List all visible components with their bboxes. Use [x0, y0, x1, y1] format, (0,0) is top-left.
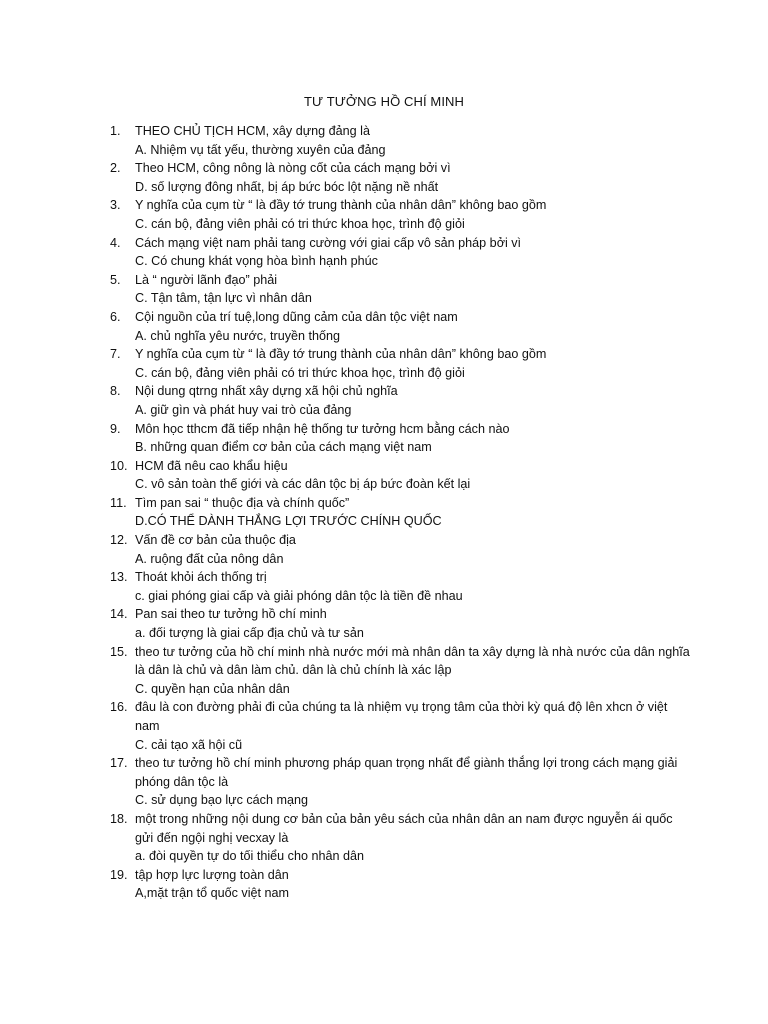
question-text: HCM đã nêu cao khẩu hiệu — [135, 458, 288, 473]
question-item — [110, 122, 690, 159]
question-item — [110, 159, 690, 196]
question-number: 18. — [110, 811, 128, 826]
question-text: Cách mạng việt nam phải tang cường với giai cấp vô sản pháp bởi vì — [135, 235, 522, 250]
question-item — [110, 196, 690, 233]
question-number: 1. — [110, 124, 121, 138]
answer-text: A,mặt trận tổ quốc việt nam — [135, 886, 289, 901]
answer-text: A. chủ nghĩa yêu nước, truyền thống — [135, 328, 341, 343]
question-text: theo tư tưởng hồ chí minh phương pháp quan trọng nhất để giành thắng lợi trong cách mạng giải phóng dân tộc là — [135, 756, 678, 789]
answer-text: C. cán bộ, đảng viên phải có tri thức khoa học, trình độ giỏi — [135, 365, 465, 380]
question-number: 13. — [110, 570, 128, 585]
question-number: 17. — [110, 756, 128, 771]
answer-text: C. Tận tâm, tận lực vì nhân dân — [135, 291, 312, 306]
question-number: 3. — [110, 198, 121, 213]
question-item — [110, 457, 690, 494]
question-text: Pan sai theo tư tưởng hồ chí minh — [135, 607, 327, 622]
answer-text: a. đòi quyền tự do tối thiểu cho nhân dân — [135, 849, 364, 864]
question-text: Môn học tthcm đã tiếp nhận hệ thống tư tưởng hcm bằng cách nào — [135, 421, 510, 436]
question-item — [110, 494, 690, 531]
question-list — [110, 122, 690, 903]
question-text: Thoát khỏi ách thống trị — [135, 570, 267, 585]
question-text: theo tư tưởng của hồ chí minh nhà nước mới mà nhân dân ta xây dựng là nhà nước của dân nghĩa là dân là chủ và dân làm chủ. dân là chủ chính là xác lập — [135, 644, 690, 678]
answer-text: A. Nhiệm vụ tất yếu, thường xuyên của đảng — [135, 142, 386, 157]
question-number: 5. — [110, 272, 121, 287]
question-item — [110, 698, 690, 754]
question-number: 4. — [110, 235, 121, 250]
question-number: 8. — [110, 384, 121, 399]
answer-text: C. sử dụng bạo lực cách mạng — [135, 793, 308, 808]
question-number: 14. — [110, 607, 128, 622]
question-text: Cội nguồn của trí tuệ,long dũng cảm của dân tộc việt nam — [135, 309, 458, 324]
answer-text: C. cải tạo xã hội cũ — [135, 737, 243, 752]
question-number: 7. — [110, 347, 121, 362]
question-number: 11. — [110, 495, 127, 510]
question-item — [110, 605, 690, 642]
question-text: Nội dung qtrng nhất xây dựng xã hội chủ nghĩa — [135, 384, 398, 399]
question-item — [110, 568, 690, 605]
answer-text: C. vô sản toàn thế giới và các dân tộc bị áp bức đoàn kết lại — [135, 477, 471, 492]
question-text: tập hợp lực lượng toàn dân — [135, 867, 289, 882]
question-number: 6. — [110, 309, 121, 324]
question-item — [110, 308, 690, 345]
question-text: Theo HCM, công nông là nòng cốt của cách mạng bởi vì — [135, 161, 451, 176]
answer-text: c. giai phóng giai cấp và giải phóng dân tộc là tiền đề nhau — [135, 588, 463, 603]
question-number: 2. — [110, 161, 121, 176]
answer-text: A. giữ gìn và phát huy vai trò của đảng — [135, 402, 352, 417]
question-item — [110, 754, 690, 810]
question-item — [110, 420, 690, 457]
document-title: TƯ TƯỞNG HỒ CHÍ MINH — [303, 94, 465, 109]
question-text: Là “ người lãnh đạo” phải — [135, 272, 278, 287]
answer-text: B. những quan điểm cơ bản của cách mạng việt nam — [135, 440, 432, 455]
question-number: 15. — [110, 644, 128, 659]
question-text: Vấn đề cơ bản của thuộc địa — [135, 533, 296, 548]
question-text: Tìm pan sai “ thuộc địa và chính quốc” — [135, 495, 350, 510]
question-text: Y nghĩa của cụm từ “ là đầy tớ trung thành của nhân dân” không bao gồm — [135, 198, 547, 213]
question-item — [110, 234, 690, 271]
answer-text: D.CÓ THỂ DÀNH THẮNG LỢI TRƯỚC CHÍNH QUỐC — [135, 514, 442, 529]
question-number: 9. — [110, 421, 121, 436]
question-number: 12. — [110, 533, 128, 548]
answer-text: a. đối tượng là giai cấp địa chủ và tư sản — [135, 626, 364, 641]
question-text: Y nghĩa của cụm từ “ là đầy tớ trung thành của nhân dân” không bao gồm — [135, 347, 547, 362]
answer-text: A. ruộng đất của nông dân — [135, 551, 284, 566]
question-text: THEO CHỦ TỊCH HCM, xây dựng đảng là — [135, 124, 370, 138]
question-item — [110, 866, 690, 903]
question-item — [110, 271, 690, 308]
question-number: 16. — [110, 700, 128, 715]
question-item — [110, 531, 690, 568]
question-number: 19. — [110, 867, 128, 882]
answer-text: C. cán bộ, đảng viên phải có tri thức khoa học, trình độ giỏi — [135, 216, 465, 231]
answer-text: C. quyền hạn của nhân dân — [135, 681, 290, 696]
question-item — [110, 345, 690, 382]
answer-text: C. Có chung khát vọng hòa bình hạnh phúc — [135, 254, 378, 269]
question-item — [110, 382, 690, 419]
question-text: đâu là con đường phải đi của chúng ta là nhiệm vụ trọng tâm của thời kỳ quá độ lên xhcn ở việt nam — [135, 700, 668, 733]
question-number: 10. — [110, 458, 128, 473]
question-text: một trong những nội dung cơ bản của bản yêu sách của nhân dân an nam được nguyễn ái quốc gửi đến ngội nghị vecxay là — [135, 811, 673, 845]
answer-text: D. số lượng đông nhất, bị áp bức bóc lột nặng nề nhất — [135, 179, 439, 194]
question-item — [110, 643, 690, 699]
question-item — [110, 810, 690, 866]
